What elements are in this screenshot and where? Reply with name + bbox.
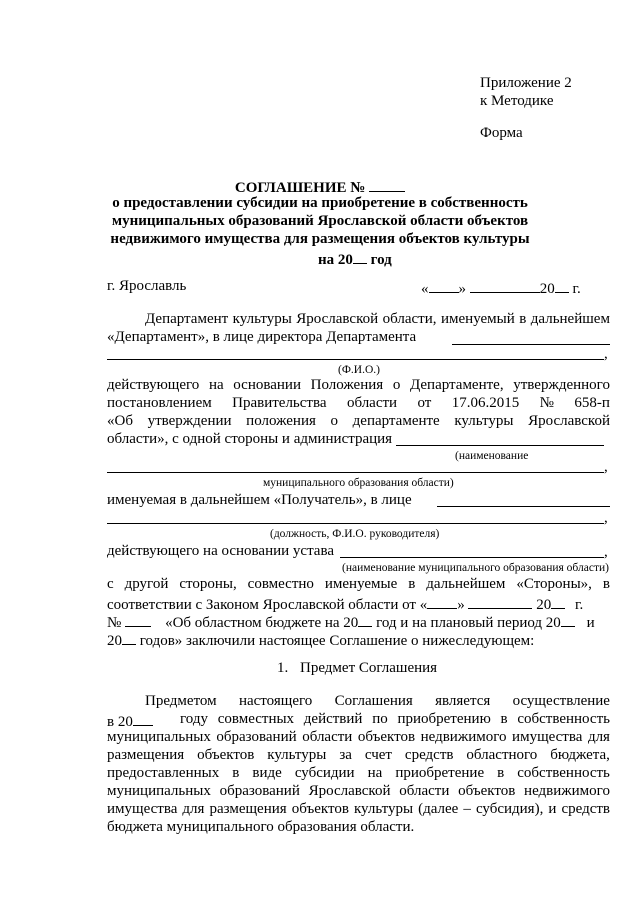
text-word: предоставленных [107,765,220,781]
text-word: Ярославской [308,783,391,799]
p1-line-2: «Департамент», в лице директора Департамента [107,329,417,345]
hint-fio: (Ф.И.О.) [338,364,380,376]
text-word: объектов [357,729,416,745]
text-word: области [302,729,353,745]
agreement-conclusion-text: годов» заключили настоящее Соглашение о нижеследующем: [139,633,535,649]
text-word: субсидии [294,765,355,781]
s1-line-2-start [107,711,153,731]
text-word: счет [364,747,392,763]
p3-line-1: именуемая в дальнейшем «Получатель», в лице [107,492,412,508]
text-word: размещения [107,747,185,763]
s1-line-5 [107,765,610,782]
text-word: в [408,576,416,592]
recipient-person-blank-2 [107,523,604,524]
text-word: Ярославской [296,311,379,327]
text-word: Ярославской [528,413,610,429]
law-year-prefix: 20 [536,597,552,613]
text-word: «Стороны», [516,576,592,592]
text-word: имущества [512,729,583,745]
text-word: объектов [458,783,516,799]
s1-line-8: бюджета муниципального образования области. [107,819,415,835]
hint-municipality: муниципального образования области) [263,477,454,489]
text-word: недвижимого [524,783,610,799]
text-word: 17.06.2015 [451,395,520,411]
text-word: Соглашения [334,693,413,709]
law-number-blank [125,612,151,627]
text-word: собственность [517,711,610,727]
text-word: виде [252,765,282,781]
text-word: области, [382,311,437,327]
text-word: в [497,765,505,781]
title-year-blank [353,249,367,264]
s1-line-6 [107,783,610,800]
p2-line-2 [107,395,610,412]
text-word: утвержденного [513,377,610,393]
text-word: областного [466,747,538,763]
text-word: основании [233,377,301,393]
date-year-blank [555,278,569,293]
hint-name: (наименование [455,450,529,462]
title-year-line [318,249,392,269]
text-word: № [539,395,554,411]
text-word: совместных [217,711,295,727]
p2-line-3 [107,413,610,430]
agreement-title [0,177,640,197]
text-word: году [180,711,208,727]
text-word: постановлением [107,395,212,411]
p4-line-1: действующего на основании устава [107,543,335,559]
text-word: муниципальных [107,783,211,799]
text-word: действующего [107,377,200,393]
subject-year-blank [133,711,153,726]
conjunction-and: и [586,615,595,631]
p5-line-2 [107,594,583,614]
text-word: настоящего [238,693,313,709]
text-word: области [399,783,450,799]
text-word: культуры [232,311,292,327]
budget-year-blank [358,612,372,627]
text-word: стороны, [179,576,237,592]
date-close-quote: » [458,281,466,297]
law-month-blank [468,594,532,609]
text-word: культуры [267,747,327,763]
law-day-blank [427,594,457,609]
p4-line-1-comma: , [604,544,608,560]
text-word: для [182,801,205,817]
text-word: Положения [310,377,384,393]
appendix-label: Приложение 2 [480,75,572,91]
text-word: в [232,765,240,781]
text-word: именуемые [324,576,398,592]
recipient-person-blank [437,506,610,507]
text-word: на [367,765,383,781]
law-number-sign: № [107,615,122,631]
date-day-blank [429,278,459,293]
text-word: о [392,377,401,393]
date-open-quote: « [421,281,429,297]
text-word: от [417,395,432,411]
agreement-title-text: СОГЛАШЕНИЕ № [234,180,366,196]
text-word: средств [404,747,454,763]
text-word: с [107,576,114,592]
form-label: Форма [480,125,523,141]
charter-blank [340,557,604,558]
text-word: образований [219,783,300,799]
years-prefix: 20 [107,633,122,649]
law-year-blank [551,594,565,609]
section-1-heading [277,660,437,677]
text-word: для [587,729,610,745]
s1-line-1 [145,693,610,710]
text-word: области [346,395,398,411]
text-word: утверждении [147,413,232,429]
text-word: (далее [418,801,459,817]
director-name-blank [452,344,610,345]
date-line [421,278,581,298]
text-word: дальнейшем [426,576,506,592]
p2-line-5-comma: , [604,459,608,475]
text-word: бюджета, [550,747,610,763]
text-word: совместно [247,576,314,592]
text-word: объектов [197,747,255,763]
text-word: муниципальных [107,729,211,745]
administration-name-blank [396,445,604,446]
text-word: культуры [353,801,414,817]
date-year-suffix: г. [572,281,581,297]
agreement-number-blank [369,177,405,192]
text-word: является [435,693,491,709]
section-1-title: Предмет Соглашения [300,660,438,676]
text-word: дальнейшем [530,311,610,327]
law-close-quote: » [457,597,465,613]
title-line-3: муниципальных образований Ярославской области объектов [111,213,529,229]
text-word: на [208,377,224,393]
city-label: г. Ярославль [107,278,187,294]
p5-line-3 [107,612,595,632]
text-word: средств [561,801,610,817]
text-word: Департамент [145,311,229,327]
text-word: и [548,801,557,817]
subject-year-prefix: в 20 [107,714,133,730]
text-word: за [339,747,352,763]
law-year-suffix: г. [574,597,584,613]
text-word: 658-п [574,395,610,411]
text-word: образований [216,729,297,745]
p3-line-2-comma: , [604,510,608,526]
s1-line-3 [107,729,610,746]
hint-position: (должность, Ф.И.О. руководителя) [270,528,440,540]
title-year-prefix: на 20 [318,252,353,268]
text-word: осуществление [512,693,610,709]
title-line-2: о предоставлении субсидии на приобретение в собственность [112,195,528,211]
text-word: культуры [454,413,514,429]
text-word: другой [124,576,169,592]
text-word: объектов [291,801,349,817]
text-word: – [463,801,471,817]
administration-name-blank-2 [107,472,604,473]
p5-line-4 [107,630,534,650]
date-month-blank [470,278,540,293]
text-word: департаменте [352,413,440,429]
p5-line-1 [107,576,610,593]
text-word: Департаменте, [409,377,504,393]
methodology-label: к Методике [480,93,554,109]
title-line-4: недвижимого имущества для размещения объектов культуры [110,231,530,247]
text-word: Предметом [145,693,217,709]
date-year-prefix: 20 [539,281,555,297]
text-word: недвижимого [420,729,507,745]
text-word: Правительства [232,395,327,411]
text-word: собственность [517,765,610,781]
text-word: субсидия), [475,801,544,817]
planning-year-blank [561,612,575,627]
p1-line-3-comma: , [604,346,608,362]
text-word: размещения [209,801,287,817]
p2-line-1 [107,377,610,394]
planning-period-text: год и на плановый период 20 [376,615,561,631]
title-year-suffix: год [370,252,392,268]
text-word: в [519,311,527,327]
s1-line-7 [107,801,610,818]
text-word: приобретение [395,765,485,781]
text-word: «Об [107,413,133,429]
p2-line-4: области», с одной стороны и администрация [107,431,393,447]
years-blank [122,630,136,645]
text-word: приобретению [397,711,491,727]
s1-line-2 [180,711,610,728]
text-word: о [330,413,339,429]
budget-law-title: «Об областном бюджете на 20 [165,615,359,631]
director-name-blank-2 [107,359,604,360]
text-word: по [372,711,388,727]
section-1-number: 1. [277,660,289,676]
text-word: положения [246,413,316,429]
law-reference-text: соответствии с Законом Ярославской области от « [107,597,428,613]
text-word: в [500,711,508,727]
text-word: имущества [107,801,178,817]
p1-line-1 [145,311,610,328]
text-word: в [602,576,610,592]
text-word: именуемый [440,311,515,327]
s1-line-4 [107,747,610,764]
text-word: действий [303,711,363,727]
hint-charter: (наименование муниципального образования области) [342,562,609,574]
